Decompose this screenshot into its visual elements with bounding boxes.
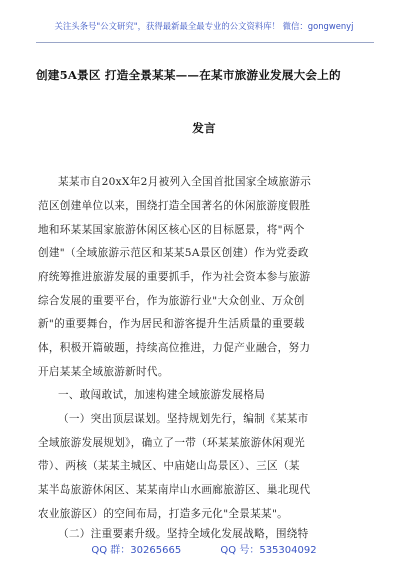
paragraph-line: 府统筹推进旅游发展的重要抓手，作为社会资本参与旅游 [38,271,311,283]
paragraph-line: 带）、两核（某某主城区、中庙姥山岛景区）、三区（某 [38,460,300,472]
paragraph-line: 体，积极开篇破题，持续高位推进，力促产业融合，努力 [38,342,311,354]
paragraph-line: 全域旅游发展规划》，确立了一带（环某某旅游休闲观光 [38,437,306,449]
header-rule [36,42,374,43]
footer-qq-number: QQ 号：535304092 [220,545,317,556]
paragraph-line: 某半岛旅游休闲区、某某南岸山水画廊旅游区、巢北现代 [38,484,311,496]
document-title: 创建5A景区 打造全景某某——在某市旅游业发展大会上的 [36,68,341,82]
paragraph-line: 开启某某全域旅游新时代。 [38,366,169,378]
paragraph-line: 综合发展的重要平台，作为旅游行业"大众创业、万众创 [38,295,305,307]
section-heading: 一、敢闯敢试，加速构建全域旅游发展格局 [58,389,265,401]
paragraph-line: 新"的重要舞台，作为居民和游客提升生活质量的重要载 [38,318,305,330]
paragraph-line: 农业旅游区）的空间布局，打造多元化"全景某某"。 [38,508,289,520]
paragraph-line: 某某市自20xX年2月被列入全国首批国家全域旅游示 [58,176,312,188]
footer [0,541,408,556]
document-title-continued: 发言 [192,121,216,135]
paragraph-line: 创建"（全域旅游示范区和某某5A景区创建）作为党委政 [38,247,309,259]
paragraph-line: （二）注重要素升级。坚持全域化发展战略，围绕特 [58,528,309,540]
paragraph-line: （一）突出顶层谋划。坚持规划先行，编制《某某市 [58,413,309,425]
paragraph-line: 地和环某某国家旅游休闲区核心区的目标愿景，将"两个 [38,224,305,236]
footer-qq-group: QQ 群：30265665 [91,545,182,556]
header-banner: 关注头条号"公文研究"，获得最新最全最专业的公文资料库！ 微信：gongwenyj [54,21,354,31]
paragraph-line: 范区创建单位以来，围绕打造全国著名的休闲旅游度假胜 [38,200,311,212]
